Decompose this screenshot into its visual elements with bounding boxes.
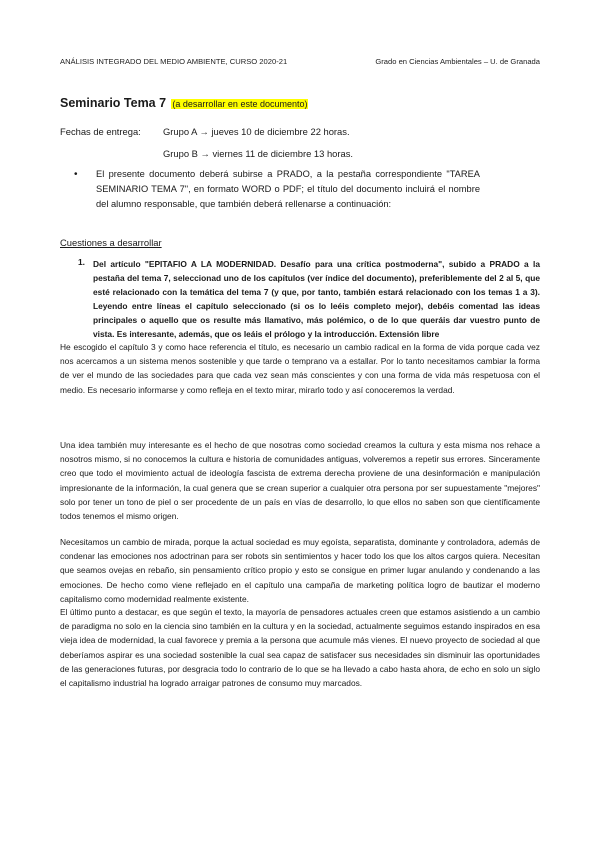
delivery-group-a: Grupo A → jueves 10 de diciembre 22 horas.	[163, 126, 350, 137]
header-course: ANÁLISIS INTEGRADO DEL MEDIO AMBIENTE, CURSO 2020-21	[60, 57, 288, 66]
header-degree: Grado en Ciencias Ambientales – U. de Granada	[375, 57, 540, 66]
delivery-group-b: Grupo B → viernes 11 de diciembre 13 horas.	[163, 148, 354, 159]
instructions-bullet	[60, 167, 480, 212]
bullet-marker: •	[74, 169, 78, 180]
title-highlight: (a desarrollar en este documento)	[172, 99, 308, 109]
question-number: 1.	[78, 257, 85, 267]
title-main: Seminario Tema 7	[60, 96, 167, 110]
section-title: Cuestiones a desarrollar	[60, 237, 162, 248]
answer-paragraph-2: Una idea también muy interesante es el hecho de que nosotras como sociedad creamos la cultura y esta misma nos rehace a nosotros mismo, si no conocemos la cultura e historia de comunidades antiguas, volveremos a repetir sus errores. Sinceramente creo que todo el movimiento actual de ideología fascista de extrema derecha proviene de una desinformación e manipulación impresionante de la información, la cual genera que se crean superior a cualquier otra persona por ser supuestamente "mejores" solo por tener un tono de piel o ser procedente de un país en vías de desarrollo, lo que ellos no saben son que científicamente todos tenemos el mismo origen.	[60, 440, 540, 522]
answer-paragraph-3: Necesitamos un cambio de mirada, porque la actual sociedad es muy egoísta, separatista, dominante y controladora, además de condenar las emociones nos adoctrinan para ser robots sin sentimientos y hacer todo los que los altos cargos quiera. Necesitan que seamos ovejas en rebaño, sin pensamiento crítico propio y esto se consigue en primer lugar anulando y condenando a las emociones. De hecho como viene reflejado en el capítulo una campaña de marketing política logro de bautizar el moderno capitalismo como modernidad realmente existente.	[60, 537, 540, 604]
delivery-dates-label: Fechas de entrega:	[60, 126, 141, 137]
answer-paragraph-4: El último punto a destacar, es que según el texto, la mayoría de pensadores actuales creen que estamos asistiendo a un cambio de paradigma no solo en la ciencia sino también en la cultura y en la sociedad, actualmente seguimos estando inspirados en esa vieja idea de modernidad, la cual favorece y premia a la persona que acumule más vienes. El nuevo proyecto de sociedad al que deberíamos aspirar es una sociedad sostenible la cual sea capaz de satisfacer sus necesidades sin disminuir las oportunidades de las generaciones futuras, por desgracia todo lo contrario de lo que se ha llevado a cabo hasta ahora, de echo en solo un siglo el capitalismo industrial ha logrado arraigar patrones de consumo muy marcados.	[60, 607, 540, 689]
question-text: Del artículo "EPITAFIO A LA MODERNIDAD. Desafío para una crítica postmoderna", subido a PRADO a la pestaña del tema 7, seleccionad uno de los capítulos (ver índice del documento), preferiblemente del 2 al 5, que esté relacionado con la temática del tema 7 (y que, por tanto, también estará relacionado con los temas 1 a 3). Leyendo entre líneas el capítulo seleccionado (si os lo leéis completo mejor), debéis comentad las ideas principales o aquello que os resulte más llamativo, más polémico, o de lo que queráis dar vuestro punto de vista. Es interesante, además, que os leáis el prólogo y la introducción. Extensión libre	[93, 259, 540, 339]
question-item	[60, 257, 540, 341]
bullet-text: El presente documento deberá subirse a PRADO, a la pestaña correspondiente "TAREA SEMINARIO TEMA 7", en formato WORD o PDF; el título del documento incluirá el nombre del alumno responsable, que también deberá rellenarse a continuación:	[96, 169, 480, 209]
page-title	[60, 96, 308, 110]
answer-paragraph-1: He escogido el capítulo 3 y como hace referencia el título, es necesario un cambio radical en la forma de vida porque cada vez nos acercamos a un sistema menos sostenible y que tarde o temprano va a estallar. Por lo tanto necesitamos cambiar la forma de ver el mundo de las sociedades para que cada vez sean más conscientes y con una forma de vida más respetuosa con el medio. Es necesario informarse y como refleja en el texto mirar, mirarlo todo y así conoceremos la verdad.	[60, 342, 540, 395]
